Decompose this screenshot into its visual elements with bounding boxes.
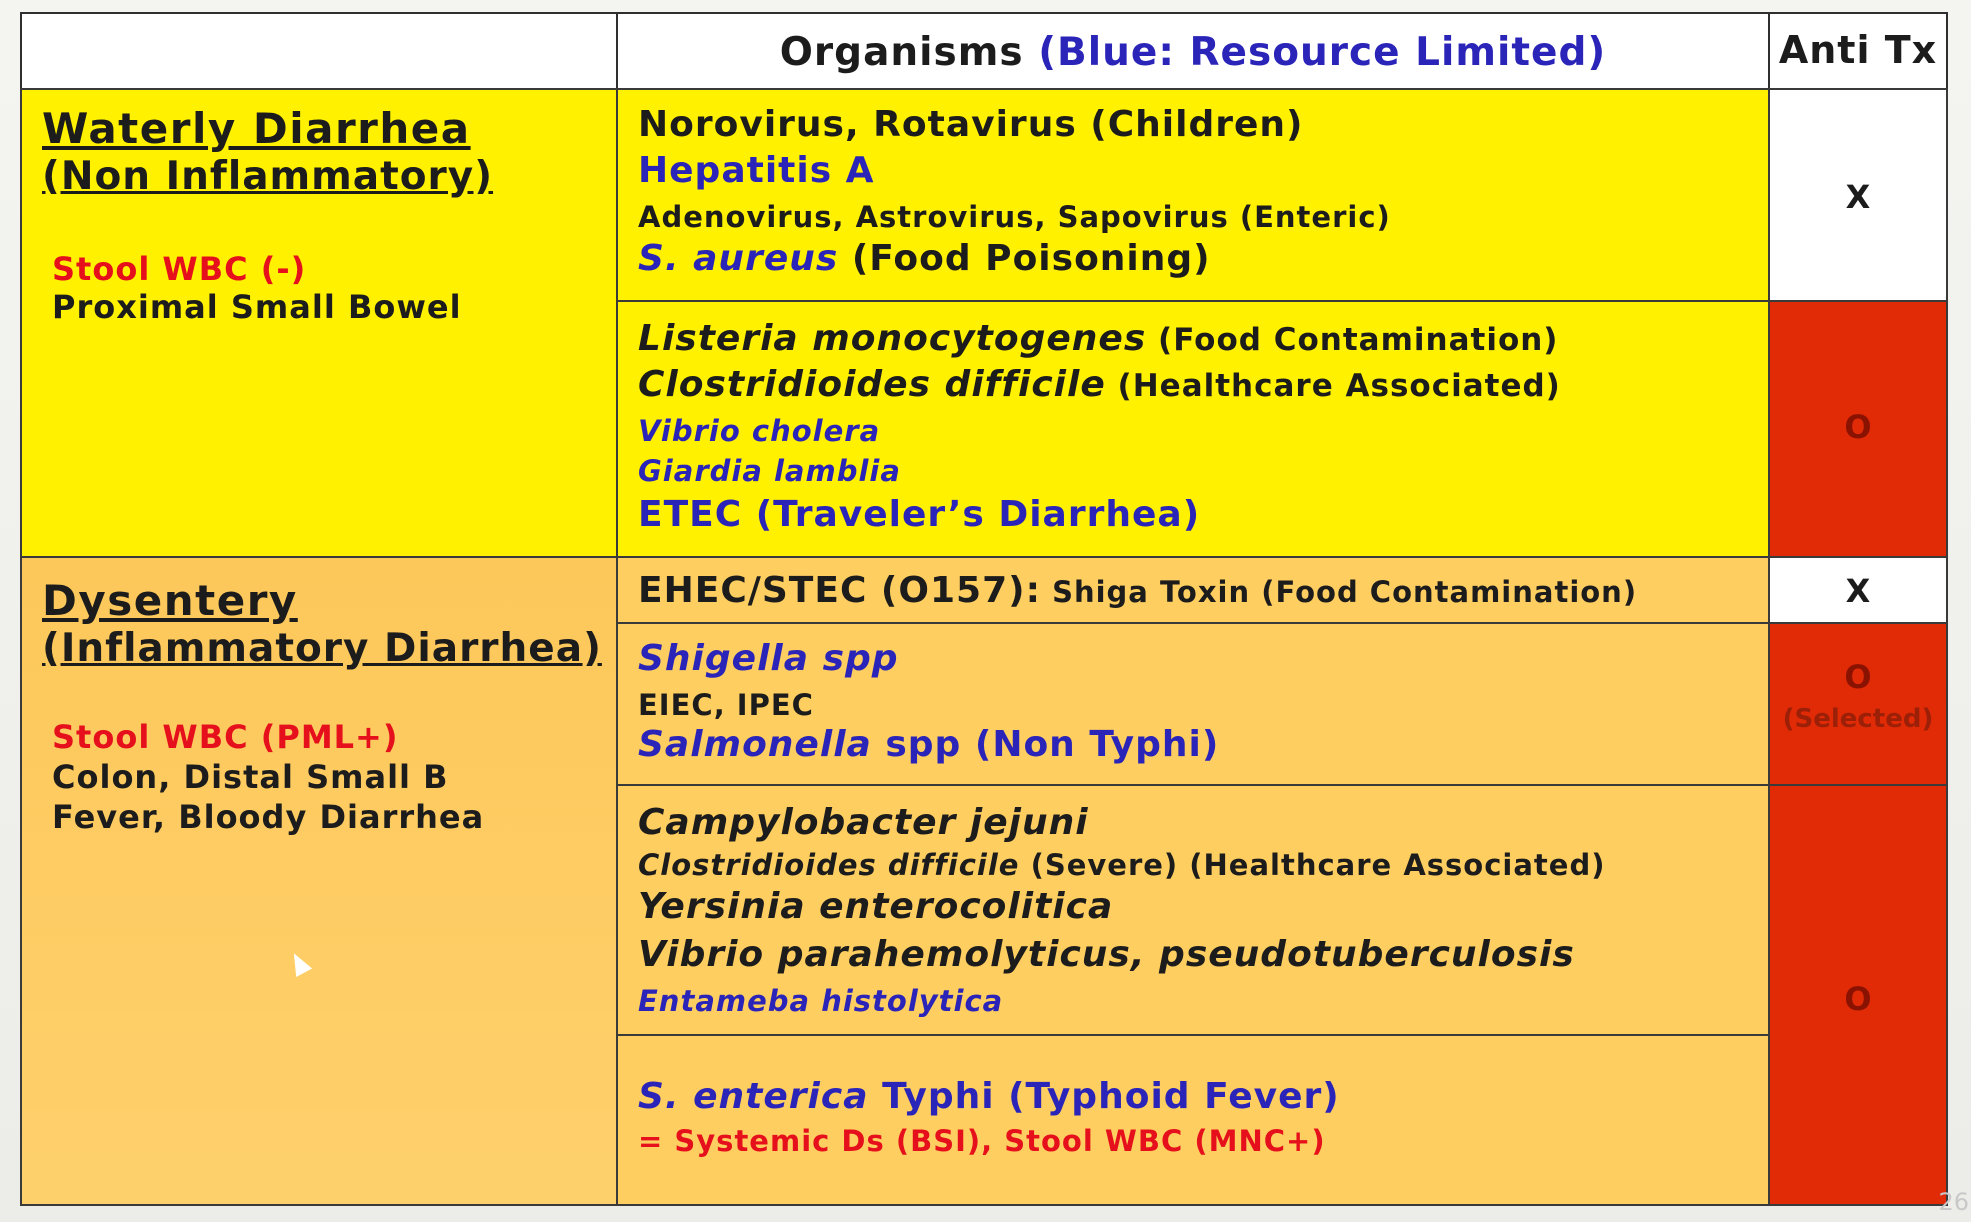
header-organisms-cell [616, 12, 1770, 90]
s-enterica-note: Typhi (Typhoid Fever) [868, 1076, 1340, 1117]
dysentery-group2-line1: Shigella spp [638, 638, 899, 679]
dysentery-group3-anti-mark: O [1844, 980, 1872, 1018]
dysentery-group2-anti-note: (Selected) [1782, 704, 1934, 734]
c-difficile-name: Clostridioides difficile [638, 364, 1106, 405]
category-watery-cell [20, 88, 618, 558]
watery-group1-line4 [638, 238, 1211, 279]
category-watery-stool-wbc: Stool WBC (-) [52, 250, 307, 288]
s-enterica-name: S. enterica [638, 1076, 869, 1117]
c-difficile-severe-note: (Severe) (Healthcare Associated) [1019, 848, 1606, 882]
dysentery-group2-line2: EIEC, IPEC [638, 688, 814, 722]
dysentery-group3-cell [616, 784, 1770, 1036]
salmonella-name: Salmonella [638, 724, 872, 765]
header-organisms-text [618, 30, 1768, 75]
header-organisms-note: (Blue: Resource Limited) [1038, 30, 1607, 75]
watery-group2-cell [616, 300, 1770, 558]
listeria-note: (Food Contamination) [1146, 322, 1559, 358]
header-anti-tx-cell [1768, 12, 1948, 90]
c-difficile-severe-name: Clostridioides difficile [638, 848, 1020, 882]
dysentery-group3-line4: Vibrio parahemolyticus, pseudotuberculosis [638, 934, 1575, 975]
watery-group2-line1 [638, 318, 1558, 359]
header-anti-tx: Anti Tx [1778, 28, 1938, 72]
dysentery-group2-anti-cell [1768, 622, 1948, 786]
diarrhea-classification-table [20, 12, 1948, 1206]
category-dysentery-stool-wbc: Stool WBC (PML+) [52, 718, 399, 756]
dysentery-group1-anti-mark: X [1845, 572, 1871, 610]
category-dysentery-subtitle: (Inflammatory Diarrhea) [42, 626, 602, 671]
watery-group1-anti-cell [1768, 88, 1948, 302]
watery-group2-line4: Giardia lamblia [638, 454, 901, 488]
dysentery-group4-line2: = Systemic Ds (BSI), Stool WBC (MNC+) [638, 1124, 1326, 1158]
dysentery-group2-cell [616, 622, 1770, 786]
dysentery-group2-line3 [638, 724, 1219, 765]
category-watery-title: Waterly Diarrhea [42, 104, 471, 153]
c-difficile-note: (Healthcare Associated) [1105, 368, 1561, 404]
category-dysentery-cell [20, 556, 618, 1206]
dysentery-group2-anti-mark: O [1844, 658, 1872, 696]
watery-group1-line3: Adenovirus, Astrovirus, Sapovirus (Enteric) [638, 200, 1391, 234]
dysentery-group3-line5: Entameba histolytica [638, 984, 1004, 1018]
dysentery-group3-line3: Yersinia enterocolitica [638, 886, 1114, 927]
category-watery-site: Proximal Small Bowel [52, 288, 462, 326]
watery-group1-line1: Norovirus, Rotavirus (Children) [638, 104, 1304, 145]
dysentery-group1-anti-cell [1768, 556, 1948, 624]
dysentery-group1-line1 [638, 570, 1637, 611]
dysentery-group3-line2 [638, 848, 1605, 882]
ehec-name: EHEC/STEC (O157): [638, 570, 1041, 611]
watery-group2-line5: ETEC (Traveler’s Diarrhea) [638, 494, 1201, 535]
dysentery-group3-line1: Campylobacter jejuni [638, 802, 1089, 843]
category-watery-subtitle: (Non Inflammatory) [42, 154, 494, 199]
listeria-name: Listeria monocytogenes [638, 318, 1147, 359]
header-empty-cell [20, 12, 618, 90]
watery-group2-line2 [638, 364, 1561, 405]
dysentery-group1-cell [616, 556, 1770, 624]
s-aureus-note: (Food Poisoning) [838, 238, 1211, 279]
category-dysentery-title: Dysentery [42, 576, 298, 625]
salmonella-note: spp (Non Typhi) [871, 724, 1220, 765]
watery-group2-line3: Vibrio cholera [638, 414, 881, 448]
dysentery-group4-line1 [638, 1076, 1340, 1117]
page-number: 26 [1938, 1188, 1969, 1216]
watery-group1-line2: Hepatitis A [638, 150, 875, 191]
dysentery-group3-4-anti-cell [1768, 784, 1948, 1206]
watery-group1-anti-mark: X [1845, 178, 1871, 216]
watery-group2-anti-mark: O [1844, 408, 1872, 446]
category-dysentery-symptoms: Fever, Bloody Diarrhea [52, 798, 485, 836]
header-organisms-label: Organisms [779, 30, 1024, 75]
category-dysentery-site: Colon, Distal Small B [52, 758, 449, 796]
watery-group2-anti-cell [1768, 300, 1948, 558]
s-aureus-name: S. aureus [638, 238, 839, 279]
ehec-note: Shiga Toxin (Food Contamination) [1040, 575, 1638, 609]
dysentery-group4-cell [616, 1034, 1770, 1206]
watery-group1-cell [616, 88, 1770, 302]
